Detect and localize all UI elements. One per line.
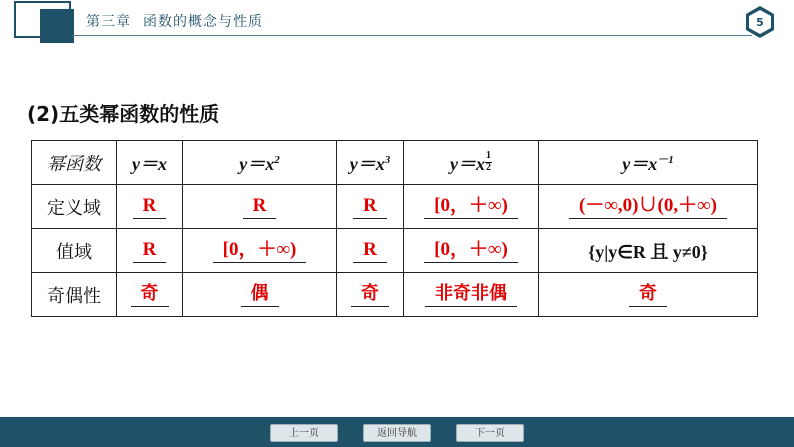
- answer-cell: 奇: [351, 284, 389, 307]
- answer-cell: 偶: [241, 284, 279, 307]
- table-row-domain: [32, 185, 758, 229]
- answer-cell: (－∞,0)∪(0,＋∞): [569, 196, 727, 219]
- chapter-label: 第三章: [86, 14, 131, 30]
- answer-cell: [0，＋∞): [424, 240, 518, 263]
- page-badge: [740, 2, 780, 42]
- page-number: 5: [756, 16, 764, 29]
- answer-cell: 非奇非偶: [425, 284, 517, 307]
- exponent-fraction: $\frac{1}{2}$: [486, 149, 491, 173]
- header-rule: [72, 35, 752, 36]
- answer-cell: R: [353, 196, 387, 219]
- header-title: [86, 11, 263, 31]
- answer-cell: [0，＋∞): [213, 240, 307, 263]
- prev-page-button[interactable]: 上一页: [270, 424, 338, 442]
- col-header-x2: $y=x^2$: [183, 141, 337, 185]
- corner-cell: 幂函数: [32, 141, 117, 185]
- chapter-title: 函数的概念与性质: [143, 14, 263, 30]
- answer-cell: R: [243, 196, 277, 219]
- table-header-row: [32, 141, 758, 185]
- section-title: (2)五类幂函数的性质: [27, 102, 220, 126]
- answer-cell: [0，＋∞): [424, 196, 518, 219]
- table-row-parity: [32, 273, 758, 317]
- answer-cell: R: [353, 240, 387, 263]
- answer-cell: R: [133, 240, 167, 263]
- power-function-table: [31, 140, 758, 317]
- answer-cell: 奇: [131, 284, 169, 307]
- header-block: [40, 9, 74, 43]
- next-page-button[interactable]: 下一页: [456, 424, 524, 442]
- table-row-range: [32, 229, 758, 273]
- back-to-nav-button[interactable]: 返回导航: [363, 424, 431, 442]
- answer-cell: R: [133, 196, 167, 219]
- range-text: {y|y∈R 且 y≠0}: [588, 241, 708, 262]
- row-label: 定义域: [32, 185, 117, 229]
- row-label: 奇偶性: [32, 273, 117, 317]
- row-label: 值域: [32, 229, 117, 273]
- col-header-x: y＝x: [117, 141, 183, 185]
- col-header-x-half: y＝x $\frac{1}{2}$: [404, 141, 539, 185]
- answer-cell: 奇: [629, 284, 667, 307]
- col-header-x-inv: $y=x^{-1}$: [539, 141, 758, 185]
- col-header-x3: $y=x^3$: [337, 141, 404, 185]
